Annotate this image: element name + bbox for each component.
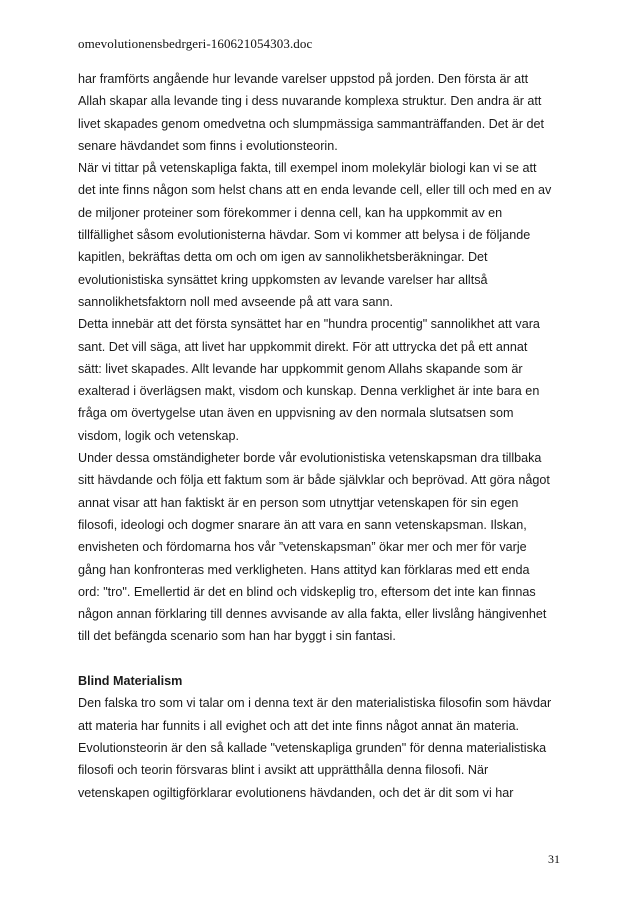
text-line: de miljoner proteiner som förekommer i denna cell, kan ha uppkommit av en bbox=[78, 205, 503, 220]
paragraph-spacer bbox=[78, 648, 578, 670]
text-line: det inte finns någon som helst chans att en enda levande cell, eller till och med en av bbox=[78, 183, 552, 198]
text-line: fråga om övertygelse utan även en uppvisning av den normala slutsatsen som bbox=[78, 406, 514, 421]
text-line: sannolikhetsfaktorn noll med avseende på att vara sann. bbox=[78, 294, 394, 309]
text-line: kapitlen, bekräftas detta om och om igen av sannolikhetsberäkningar. Det bbox=[78, 250, 488, 265]
section-blind-materialism bbox=[78, 670, 578, 804]
text-line: tillfällighet såsom evolutionisterna hävdar. Som vi kommer att belysa i de följande bbox=[78, 228, 531, 243]
text-line: filosofi och teorin försvaras blint i avsikt att upprätthålla denna filosofi. När bbox=[78, 763, 489, 778]
section-heading: Blind Materialism bbox=[78, 674, 183, 689]
text-line: sant. Det vill säga, att livet har uppkommit direkt. För att uttrycka det på ett annat bbox=[78, 339, 528, 354]
paragraph bbox=[78, 447, 578, 648]
text-line: vetenskapen ogiltigförklarar evolutionens hävdanden, och det är dit som vi har bbox=[78, 785, 514, 800]
text-line: Under dessa omständigheter borde vår evolutionistiska vetenskapsman dra tillbaka bbox=[78, 451, 542, 466]
text-line: har framförts angående hur levande varelser uppstod på jorden. Den första är att bbox=[78, 72, 529, 86]
page-number: 31 bbox=[548, 852, 560, 866]
text-line: Detta innebär att det första synsättet har en "hundra procentig" sannolikhet att vara bbox=[78, 317, 540, 332]
text-line: När vi tittar på vetenskapliga fakta, till exempel inom molekylär biologi kan vi se att bbox=[78, 161, 537, 176]
text-line: Den falska tro som vi talar om i denna text är den materialistiska filosofin som hävdar bbox=[78, 696, 552, 711]
text-line: ord: "tro". Emellertid är det en blind och vidskeplig tro, eftersom det inte kan finnas bbox=[78, 584, 536, 599]
text-line: livet skapades genom omedvetna och slumpmässiga sammanträffanden. Det är det bbox=[78, 116, 544, 131]
text-line: annat visar att han faktiskt är en person som utnyttjar vetenskapen för sin egen bbox=[78, 495, 519, 510]
text-line: Allah skapar alla levande ting i dess nuvarande komplexa struktur. Den andra är att bbox=[78, 94, 542, 109]
text-line: någon annan förklaring till dennes avvisande av alla fakta, eller livslång hängivenhet bbox=[78, 607, 547, 622]
paragraph bbox=[78, 68, 578, 157]
paragraph bbox=[78, 313, 578, 447]
text-line: evolutionistiska synsättet kring uppkomsten av levande varelser har alltså bbox=[78, 272, 488, 287]
text-line: till det befängda scenario som han har byggt i sin fantasi. bbox=[78, 629, 396, 644]
text-line: sitt hävdande och följa ett faktum som är både självklar och beprövad. Att göra något bbox=[78, 473, 550, 488]
text-line: envisheten och fördomarna hos vår ”vetenskapsman” ökar mer och mer för varje bbox=[78, 540, 527, 555]
document-body bbox=[78, 68, 578, 804]
text-line: filosofi, ideologi och dogmer snarare än att vara en sann vetenskapsman. Ilskan, bbox=[78, 517, 527, 532]
document-filename: omevolutionensbedrgeri-160621054303.doc bbox=[78, 36, 313, 51]
paragraph bbox=[78, 157, 578, 313]
text-line: Evolutionsteorin är den så kallade "vetenskapliga grunden" för denna materialistiska bbox=[78, 740, 547, 755]
text-line: att materia har funnits i all evighet och att det inte finns något annat än materia. bbox=[78, 718, 520, 733]
text-line: gång han konfronteras med verkligheten. Hans attityd kan förklaras med ett enda bbox=[78, 562, 530, 577]
text-line: visdom, logik och vetenskap. bbox=[78, 428, 240, 443]
text-line: sätt: livet skapades. Allt levande har uppkommit genom Allahs skapande som är bbox=[78, 361, 523, 376]
text-line: senare hävdandet som finns i evolutionsteorin. bbox=[78, 138, 338, 153]
text-line: exalterad i överlägsen makt, visdom och kunskap. Denna verklighet är inte bara en bbox=[78, 384, 540, 399]
